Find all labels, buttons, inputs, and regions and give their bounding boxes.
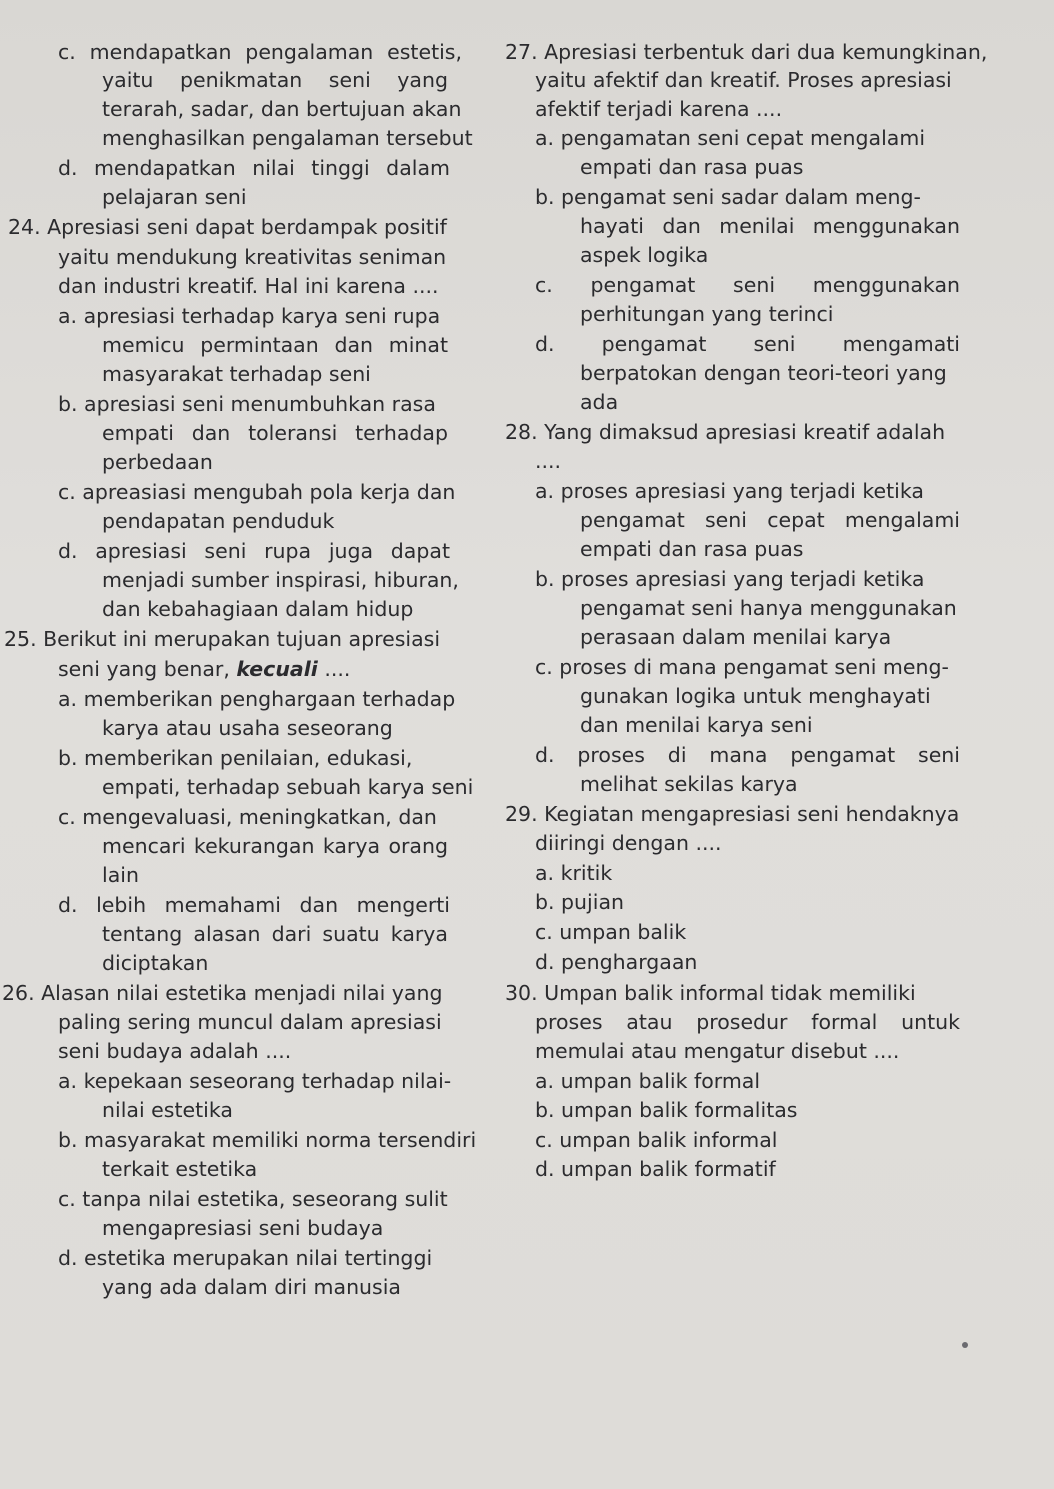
- question-28-option-b-line-1: b. proses apresiasi yang terjadi ketika: [535, 567, 925, 591]
- question-24-stem-line-3: dan industri kreatif. Hal ini karena ....: [58, 274, 439, 298]
- question-25-option-c-line-1: c. mengevaluasi, meningkatkan, dan: [58, 805, 437, 829]
- question-24-option-a-line-2: memicu permintaan dan minat: [102, 333, 448, 357]
- option-c-line-2: yaitu penikmatan seni yang: [102, 68, 448, 92]
- question-28-option-a-line-3: empati dan rasa puas: [580, 537, 804, 561]
- question-24-option-d-line-3: dan kebahagiaan dalam hidup: [102, 597, 414, 621]
- question-27-option-d-line-1: d. pengamat seni mengamati: [535, 332, 960, 356]
- ink-speck: [962, 1342, 968, 1348]
- question-29-option-d: d. penghargaan: [535, 950, 698, 974]
- question-25-option-a-line-2: karya atau usaha seseorang: [102, 716, 393, 740]
- question-30-option-b: b. umpan balik formalitas: [535, 1098, 798, 1122]
- question-26-option-d-line-2: yang ada dalam diri manusia: [102, 1275, 401, 1299]
- question-25-option-d-line-2: tentang alasan dari suatu karya: [102, 922, 448, 946]
- option-d-line-1: d. mendapatkan nilai tinggi dalam: [58, 156, 450, 180]
- question-25-option-b-line-1: b. memberikan penilaian, edukasi,: [58, 746, 413, 770]
- question-28-option-c-line-3: dan menilai karya seni: [580, 713, 813, 737]
- option-d-line-2: pelajaran seni: [102, 185, 247, 209]
- question-28-option-c-line-2: gunakan logika untuk menghayati: [580, 684, 931, 708]
- question-27-option-b-line-1: b. pengamat seni sadar dalam meng-: [535, 185, 921, 209]
- question-29-option-c: c. umpan balik: [535, 920, 687, 944]
- question-30-stem-line-3: memulai atau mengatur disebut ....: [535, 1039, 900, 1063]
- question-30-stem-line-2: proses atau prosedur formal untuk: [535, 1010, 960, 1034]
- question-28-stem-line-2: ....: [535, 449, 562, 473]
- question-27-stem-line-2: yaitu afektif dan kreatif. Proses apresiasi: [535, 68, 952, 92]
- question-25-stem-line-1: 25. Berikut ini merupakan tujuan apresiasi: [4, 627, 441, 651]
- question-27-option-d-line-2: berpatokan dengan teori-teori yang: [580, 361, 947, 385]
- question-26-option-d-line-1: d. estetika merupakan nilai tertinggi: [58, 1246, 433, 1270]
- question-26-option-b-line-1: b. masyarakat memiliki norma tersendiri: [58, 1128, 477, 1152]
- option-c-line-3: terarah, sadar, dan bertujuan akan: [102, 97, 462, 121]
- question-28-option-d-line-2: melihat sekilas karya: [580, 772, 798, 796]
- question-27-option-a-line-2: empati dan rasa puas: [580, 155, 804, 179]
- question-24-option-b-line-3: perbedaan: [102, 450, 213, 474]
- question-25-option-c-line-3: lain: [102, 863, 139, 887]
- question-27-option-c-line-1: c. pengamat seni menggunakan: [535, 273, 960, 297]
- question-30-option-a: a. umpan balik formal: [535, 1069, 761, 1093]
- question-30-option-c: c. umpan balik informal: [535, 1128, 778, 1152]
- question-27-stem-line-1: 27. Apresiasi terbentuk dari dua kemungkinan,: [505, 40, 988, 64]
- question-25-option-b-line-2: empati, terhadap sebuah karya seni: [102, 775, 474, 799]
- question-27-option-c-line-2: perhitungan yang terinci: [580, 302, 834, 326]
- question-28-option-b-line-3: perasaan dalam menilai karya: [580, 625, 892, 649]
- question-26-stem-line-1: 26. Alasan nilai estetika menjadi nilai yang: [2, 981, 443, 1005]
- question-24-option-a-line-1: a. apresiasi terhadap karya seni rupa: [58, 304, 441, 328]
- question-27-option-d-line-3: ada: [580, 390, 619, 414]
- question-25-option-d-line-3: diciptakan: [102, 951, 209, 975]
- question-29-option-a: a. kritik: [535, 861, 613, 885]
- question-26-option-c-line-1: c. tanpa nilai estetika, seseorang sulit: [58, 1187, 448, 1211]
- question-28-option-d-line-1: d. proses di mana pengamat seni: [535, 743, 960, 767]
- question-24-option-b-line-1: b. apresiasi seni menumbuhkan rasa: [58, 392, 436, 416]
- question-29-stem-line-1: 29. Kegiatan mengapresiasi seni hendaknya: [505, 802, 960, 826]
- question-29-option-b: b. pujian: [535, 890, 624, 914]
- question-26-option-b-line-2: terkait estetika: [102, 1157, 258, 1181]
- question-24-option-d-line-1: d. apresiasi seni rupa juga dapat: [58, 539, 450, 563]
- emphasis-kecuali: kecuali: [236, 657, 318, 681]
- question-28-option-c-line-1: c. proses di mana pengamat seni meng-: [535, 655, 949, 679]
- question-30-option-d: d. umpan balik formatif: [535, 1157, 776, 1181]
- option-c-line-1: c. mendapatkan pengalaman estetis,: [58, 40, 462, 64]
- question-26-stem-line-2: paling sering muncul dalam apresiasi: [58, 1010, 442, 1034]
- question-28-stem-line-1: 28. Yang dimaksud apresiasi kreatif adalah: [505, 420, 946, 444]
- question-25-stem-line-2: seni yang benar, kecuali ....: [58, 657, 351, 681]
- question-27-option-a-line-1: a. pengamatan seni cepat mengalami: [535, 126, 926, 150]
- question-24-option-b-line-2: empati dan toleransi terhadap: [102, 421, 448, 445]
- question-27-option-b-line-3: aspek logika: [580, 243, 709, 267]
- question-26-option-a-line-1: a. kepekaan seseorang terhadap nilai-: [58, 1069, 452, 1093]
- question-30-stem-line-1: 30. Umpan balik informal tidak memiliki: [505, 981, 916, 1005]
- question-25-option-d-line-1: d. lebih memahami dan mengerti: [58, 893, 450, 917]
- question-25-option-c-line-2: mencari kekurangan karya orang: [102, 834, 448, 858]
- question-28-option-a-line-1: a. proses apresiasi yang terjadi ketika: [535, 479, 924, 503]
- question-26-option-c-line-2: mengapresiasi seni budaya: [102, 1216, 384, 1240]
- question-26-option-a-line-2: nilai estetika: [102, 1098, 233, 1122]
- question-24-option-c-line-1: c. apreasiasi mengubah pola kerja dan: [58, 480, 456, 504]
- question-24-option-a-line-3: masyarakat terhadap seni: [102, 362, 371, 386]
- question-28-option-a-line-2: pengamat seni cepat mengalami: [580, 508, 960, 532]
- question-27-option-b-line-2: hayati dan menilai menggunakan: [580, 214, 960, 238]
- question-24-option-c-line-2: pendapatan penduduk: [102, 509, 335, 533]
- question-28-option-b-line-2: pengamat seni hanya menggunakan: [580, 596, 957, 620]
- question-29-stem-line-2: diiringi dengan ....: [535, 831, 722, 855]
- question-24-stem-line-1: 24. Apresiasi seni dapat berdampak positif: [8, 215, 447, 239]
- question-25-option-a-line-1: a. memberikan penghargaan terhadap: [58, 687, 456, 711]
- option-c-line-4: menghasilkan pengalaman tersebut: [102, 126, 473, 150]
- question-26-stem-line-3: seni budaya adalah ....: [58, 1039, 292, 1063]
- question-24-stem-line-2: yaitu mendukung kreativitas seniman: [58, 245, 447, 269]
- question-27-stem-line-3: afektif terjadi karena ....: [535, 97, 783, 121]
- question-24-option-d-line-2: menjadi sumber inspirasi, hiburan,: [102, 568, 459, 592]
